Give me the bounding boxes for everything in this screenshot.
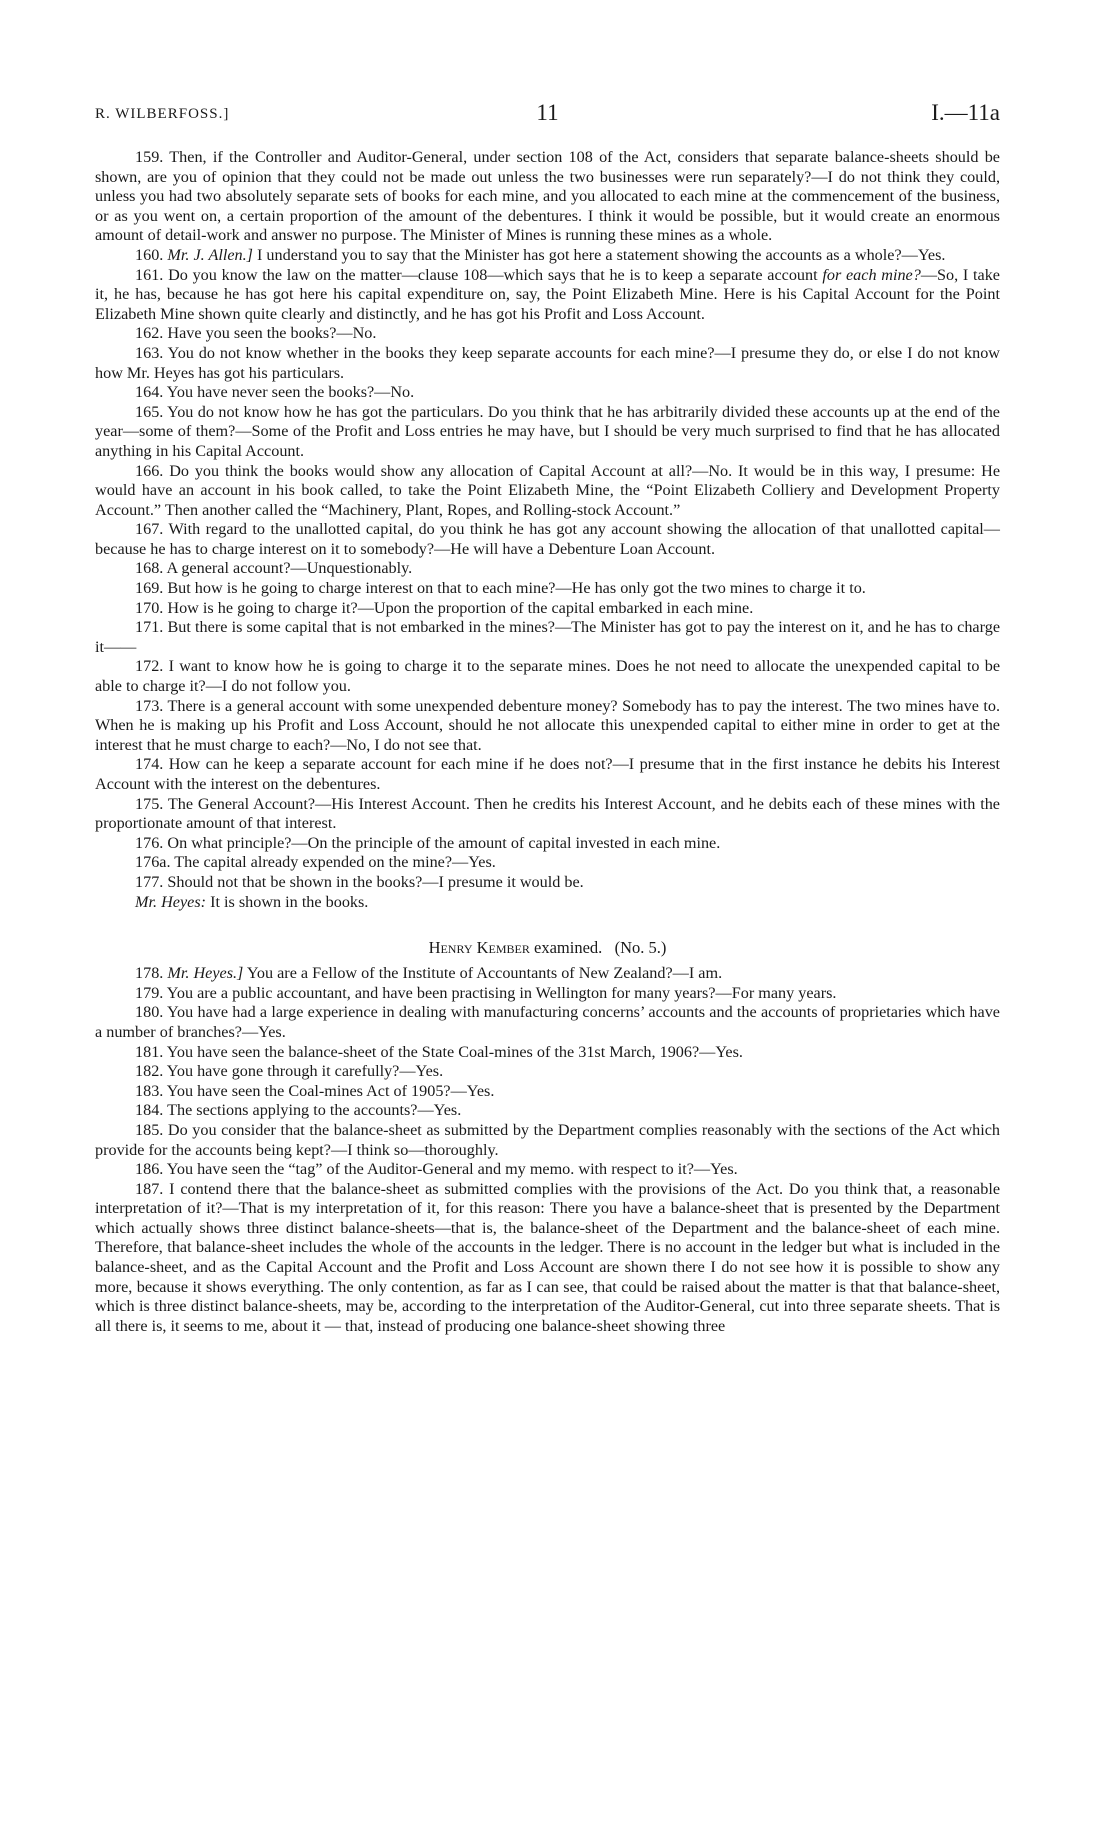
- question-165: 165. You do not know how he has got the particulars. Do you think that he has arbitrarily divided these accounts up at the end of the year—some of them?—Some of the Profit and Loss entries he may have, but I should be very much surprised to find that he has allocated anything in his Capital Account.: [95, 402, 1000, 460]
- question-164: 164. You have never seen the books?—No.: [135, 383, 415, 402]
- question-176: 176. On what principle?—On the principle of the amount of capital invested in each mine.: [135, 833, 721, 852]
- question-184: 184. The sections applying to the accounts?—Yes.: [135, 1101, 462, 1120]
- question-166: 166. Do you think the books would show any allocation of Capital Account at all?—No. It would be in this way, I presume: He would have an account in his book called, to take the Point Elizabeth Mine, the “Point Elizabeth Colliery and Development Property Account.” Then another called the “Machinery, Plant, Ropes, and Rolling-stock Account.”: [95, 461, 1001, 519]
- question-182: 182. You have gone through it carefully?—Yes.: [135, 1062, 444, 1081]
- witness-number: (No. 5.): [614, 938, 667, 958]
- question-177: 177. Should not that be shown in the books?—I presume it would be.: [135, 872, 584, 891]
- question-183: 183. You have seen the Coal-mines Act of 1905?—Yes.: [135, 1081, 495, 1100]
- question-178: 178. Mr. Heyes.] You are a Fellow of the Institute of Accountants of New Zealand?—I am.: [135, 964, 723, 983]
- speaker-label: Mr. Heyes.]: [167, 964, 244, 983]
- speaker-label: Mr. Heyes:: [135, 892, 207, 911]
- question-186: 186. You have seen the “tag” of the Auditor-General and my memo. with respect to it?—Yes.: [135, 1160, 738, 1179]
- question-160: 160. Mr. J. Allen.] I understand you to say that the Minister has got here a statement showing the accounts as a whole?—Yes.: [135, 245, 946, 264]
- heyes-reply: Mr. Heyes: It is shown in the books.: [135, 892, 369, 911]
- question-176a: 176a. The capital already expended on the mine?—Yes.: [135, 853, 496, 872]
- question-169: 169. But how is he going to charge interest on that to each mine?—He has only got the two mines to charge it to.: [135, 579, 866, 598]
- question-175: 175. The General Account?—His Interest Account. Then he credits his Interest Account, and he debits each of these mines with the proportionate amount of that interest.: [95, 794, 1000, 833]
- question-167: 167. With regard to the unallotted capital, do you think he has got any account showing the allocation of that unallotted capital—because he has to charge interest on it to somebody?—He will have a Debenture Loan Account.: [95, 520, 1000, 558]
- question-187: 187. I contend there that the balance-sheet as submitted complies with the provisions of the Act. Do you think that, a reasonable interpretation of it?—That is my interpretation of it, for this reason: There you have a balance-sheet that is presented by the Department which actually shows three distinct balance-sheets—that is, the balance-sheet of the Department and the balance-sheet of each mine. Therefore, that balance-sheet includes the whole of the accounts in the ledger. There is no account in the ledger but what is included in the balance-sheet, and as the Capital Account and the Profit and Loss Account are shown there I do not see how it is possible to show any more, because it shows everything. The only contention, as far as I can see, that could be raised about the matter is that that balance-sheet, which is three distinct balance-sheets, may be, according to the interpretation of the Auditor-General, cut into three separate sheets. That is all there is, it seems to me, about it — that, instead of producing one balance-sheet showing three: [95, 1179, 1001, 1335]
- question-173: 173. There is a general account with some unexpended debenture money? Somebody has to pay the interest. The two mines have to. When he is making up his Profit and Loss Account, should he not allocate this unexpended capital to either mine in order to get at the interest that he must charge to each?—No, I do not see that.: [95, 696, 1000, 754]
- question-179: 179. You are a public accountant, and have been practising in Wellington for many years?—For many years.: [135, 983, 837, 1002]
- question-162: 162. Have you seen the books?—No.: [135, 324, 377, 343]
- witness-name: Henry Kember: [428, 938, 530, 958]
- question-170: 170. How is he going to charge it?—Upon the proportion of the capital embarked in each mine.: [135, 598, 754, 617]
- question-159: 159. Then, if the Controller and Auditor-General, under section 108 of the Act, considers that separate balance-sheets should be shown, are you of opinion that they could not be made out unless the two businesses were run separately?—I do not think they could, unless you had two absolutely separate sets of books for each mine, and you allocated to each mine at the commencement of the business, or as you went on, a certain proportion of the amount of the debentures. I think it would be possible, but it would create an enormous amount of detail-work and answer no purpose. The Minister of Mines is running these mines as a whole.: [95, 148, 1000, 245]
- question-168: 168. A general account?—Unquestionably.: [135, 559, 413, 578]
- speaker-label: Mr. J. Allen.]: [167, 245, 253, 264]
- page-number: 11: [536, 100, 559, 125]
- question-172: 172. I want to know how he is going to charge it to the separate mines. Does he not need to allocate the unexpended capital to be able to charge it?—I do not follow you.: [95, 657, 1001, 696]
- document-page: [95, 100, 1000, 1336]
- document-reference: I.—11a: [931, 100, 1000, 125]
- question-171: 171. But there is some capital that is not embarked in the mines?—The Minister has got to pay the interest on it, and he has to charge it——: [95, 618, 1000, 656]
- question-181: 181. You have seen the balance-sheet of the State Coal-mines of the 31st March, 1906?—Yes.: [135, 1042, 743, 1061]
- question-174: 174. How can he keep a separate account for each mine if he does not?—I presume that in the first instance he debits his Interest Account with the interest on the debentures.: [95, 755, 1001, 793]
- question-163: 163. You do not know whether in the books they keep separate accounts for each mine?—I presume they do, or else I do not know how Mr. Heyes has got his particulars.: [95, 343, 1000, 382]
- running-head: [95, 100, 1000, 134]
- question-180: 180. You have had a large experience in dealing with manufacturing concerns’ accounts and the accounts of proprietaries which have a number of branches?—Yes.: [95, 1003, 1000, 1041]
- question-185: 185. Do you consider that the balance-sheet as submitted by the Department complies reasonably with the sections of the Act which provide for the accounts being kept?—I think so—thoroughly.: [95, 1120, 1001, 1159]
- evidence-body: [95, 148, 1000, 1336]
- witness-name-header: R. WILBERFOSS.]: [95, 106, 230, 122]
- question-161: 161. Do you know the law on the matter—clause 108—which says that he is to keep a separate account for each mine?—So, I take it, he has, because he has got here his capital expenditure on, say, the Point Elizabeth Mine. Here is his Capital Account for the Point Elizabeth Mine shown quite clearly and distinctly, and he has got his Profit and Loss Account.: [95, 265, 1000, 323]
- witness-heading: Henry Kember examined. (No. 5.): [428, 938, 667, 958]
